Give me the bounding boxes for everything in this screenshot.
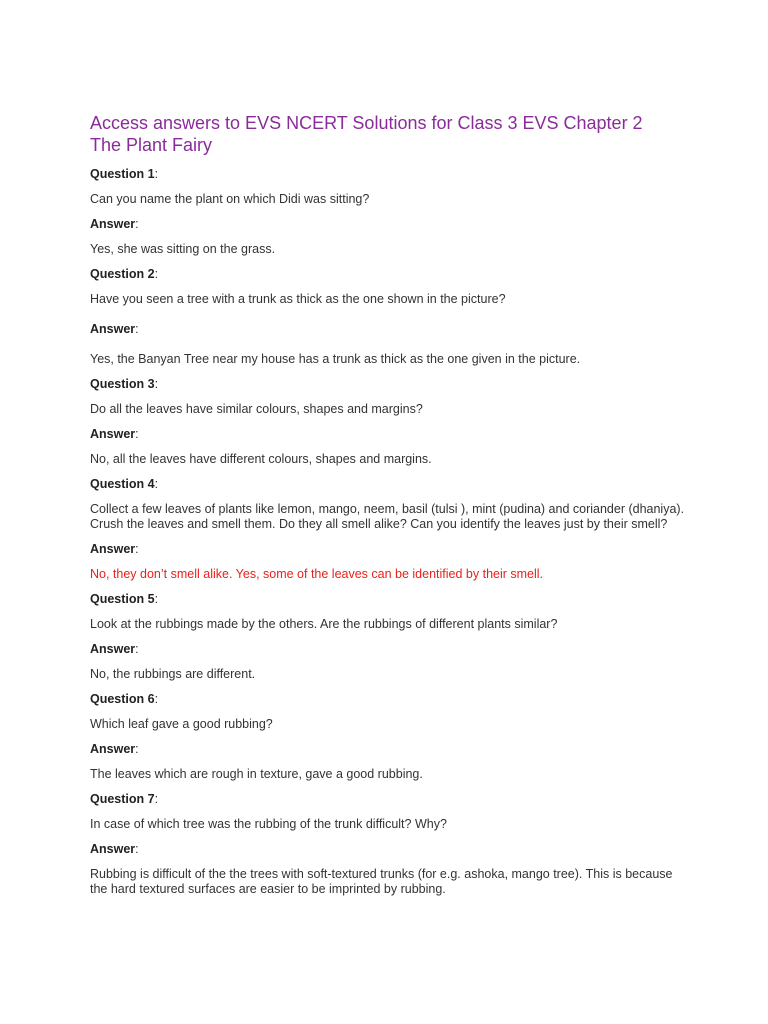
answer-label: Answer: [90,322,139,336]
answer-label: Answer: [90,542,139,556]
answer-label: Answer: [90,642,139,656]
title-line-2: The Plant Fairy [90,135,213,155]
answer-label: Answer: [90,842,139,856]
answer-label: Answer: [90,217,139,231]
document-page [90,112,690,907]
answer-text-highlighted: No, they don’t smell alike. Yes, some of the leaves can be identified by their smell. [90,567,544,581]
question-label: Question 1: [90,167,159,181]
qa-list [90,167,690,897]
question-label: Question 2: [90,267,159,281]
question-text: Collect a few leaves of plants like lemon, mango, neem, basil (tulsi ), mint (pudina) and coriander (dhaniya). Crush the leaves and smell them. Do they all smell alike? Can you identify the leaves just by their smell? [90,502,685,531]
answer-text: Yes, the Banyan Tree near my house has a trunk as thick as the one given in the picture. [90,352,581,366]
question-label: Question 6: [90,692,159,706]
question-text: Look at the rubbings made by the others. Are the rubbings of different plants similar? [90,617,558,631]
question-text: In case of which tree was the rubbing of the trunk difficult? Why? [90,817,447,831]
question-label: Question 5: [90,592,159,606]
answer-text: No, the rubbings are different. [90,667,256,681]
answer-label: Answer: [90,742,139,756]
question-text: Do all the leaves have similar colours, shapes and margins? [90,402,423,416]
question-label: Question 7: [90,792,159,806]
question-text: Which leaf gave a good rubbing? [90,717,273,731]
question-label: Question 3: [90,377,159,391]
question-text: Can you name the plant on which Didi was sitting? [90,192,370,206]
question-text: Have you seen a tree with a trunk as thick as the one shown in the picture? [90,292,506,306]
answer-text: The leaves which are rough in texture, gave a good rubbing. [90,767,423,781]
page-title [90,112,690,156]
question-label: Question 4: [90,477,159,491]
answer-label: Answer: [90,427,139,441]
title-line-1: Access answers to EVS NCERT Solutions for Class 3 EVS Chapter 2 [90,113,643,133]
answer-text: No, all the leaves have different colours, shapes and margins. [90,452,432,466]
answer-text: Rubbing is difficult of the the trees with soft-textured trunks (for e.g. ashoka, mango tree). This is because the hard textured surfaces are easier to be imprinted by rubbing. [90,867,673,896]
answer-text: Yes, she was sitting on the grass. [90,242,276,256]
